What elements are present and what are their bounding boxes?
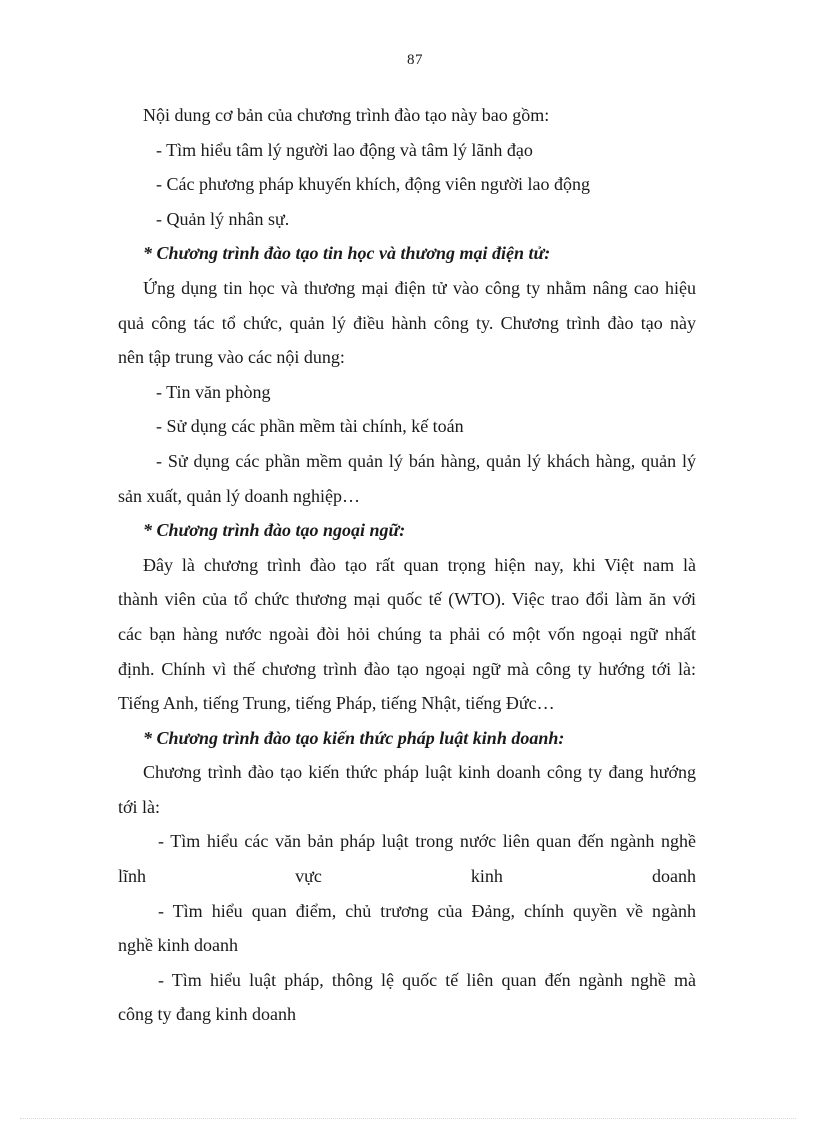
paragraph-line: Ứng dụng tin học và thương mại điện tử vào công ty nhằm nâng cao hiệu: [143, 277, 696, 298]
paragraph-line: định. Chính vì thế chương trình đào tạo ngoại ngữ mà công ty hướng tới là:: [118, 658, 696, 679]
word: doanh: [651, 866, 696, 887]
page-body: [118, 98, 696, 1032]
word: vực: [295, 866, 322, 887]
word: lĩnh: [118, 866, 147, 887]
list-item: - Sử dụng các phần mềm quản lý bán hàng, quản lý khách hàng, quản lý: [156, 450, 696, 471]
paragraph-line: quả công tác tổ chức, quản lý điều hành công ty. Chương trình đào tạo này: [118, 312, 696, 333]
list-item-continuation: [118, 859, 696, 894]
section-heading-foreign-language: * Chương trình đào tạo ngoại ngữ:: [143, 520, 406, 541]
paragraph-line: các bạn hàng nước ngoài đòi hỏi chúng ta phải có một vốn ngoại ngữ nhất: [118, 623, 696, 644]
list-item: - Sử dụng các phần mềm tài chính, kế toán: [156, 416, 464, 437]
section-heading-business-law: * Chương trình đào tạo kiến thức pháp luật kinh doanh:: [143, 727, 565, 748]
paragraph-line: Tiếng Anh, tiếng Trung, tiếng Pháp, tiếng Nhật, tiếng Đức…: [118, 693, 555, 714]
paragraph-intro: Nội dung cơ bản của chương trình đào tạo này bao gồm:: [143, 105, 550, 125]
list-item: - Tin văn phòng: [156, 381, 271, 402]
paragraph-line: nên tập trung vào các nội dung:: [118, 347, 345, 368]
page-number: 87: [407, 52, 423, 68]
section-heading-it-ecommerce: * Chương trình đào tạo tin học và thương mại điện tử:: [143, 243, 551, 264]
list-item: - Quản lý nhân sự.: [156, 208, 290, 229]
paragraph-line: Đây là chương trình đào tạo rất quan trọng hiện nay, khi Việt nam là: [143, 554, 696, 575]
paragraph-line: thành viên của tổ chức thương mại quốc tế (WTO). Việc trao đổi làm ăn với: [118, 589, 696, 610]
list-item: - Tìm hiểu quan điểm, chủ trương của Đảng, chính quyền về ngành: [158, 900, 696, 921]
list-item: - Các phương pháp khuyến khích, động viên người lao động: [156, 174, 590, 195]
list-item: - Tìm hiểu tâm lý người lao động và tâm lý lãnh đạo: [156, 139, 533, 160]
word: kinh: [470, 866, 503, 887]
list-item: - Tìm hiểu các văn bản pháp luật trong nước liên quan đến ngành nghề: [158, 831, 696, 852]
paragraph-line: Chương trình đào tạo kiến thức pháp luật kinh doanh công ty đang hướng: [143, 762, 696, 783]
list-item: - Tìm hiểu luật pháp, thông lệ quốc tế liên quan đến ngành nghề mà: [158, 969, 696, 990]
page-bottom-divider: [20, 1118, 796, 1119]
list-item-continuation: nghề kinh doanh: [118, 935, 238, 956]
list-item-continuation: sản xuất, quản lý doanh nghiệp…: [118, 485, 360, 506]
list-item-continuation: công ty đang kinh doanh: [118, 1004, 296, 1025]
paragraph-line: tới là:: [118, 796, 161, 817]
